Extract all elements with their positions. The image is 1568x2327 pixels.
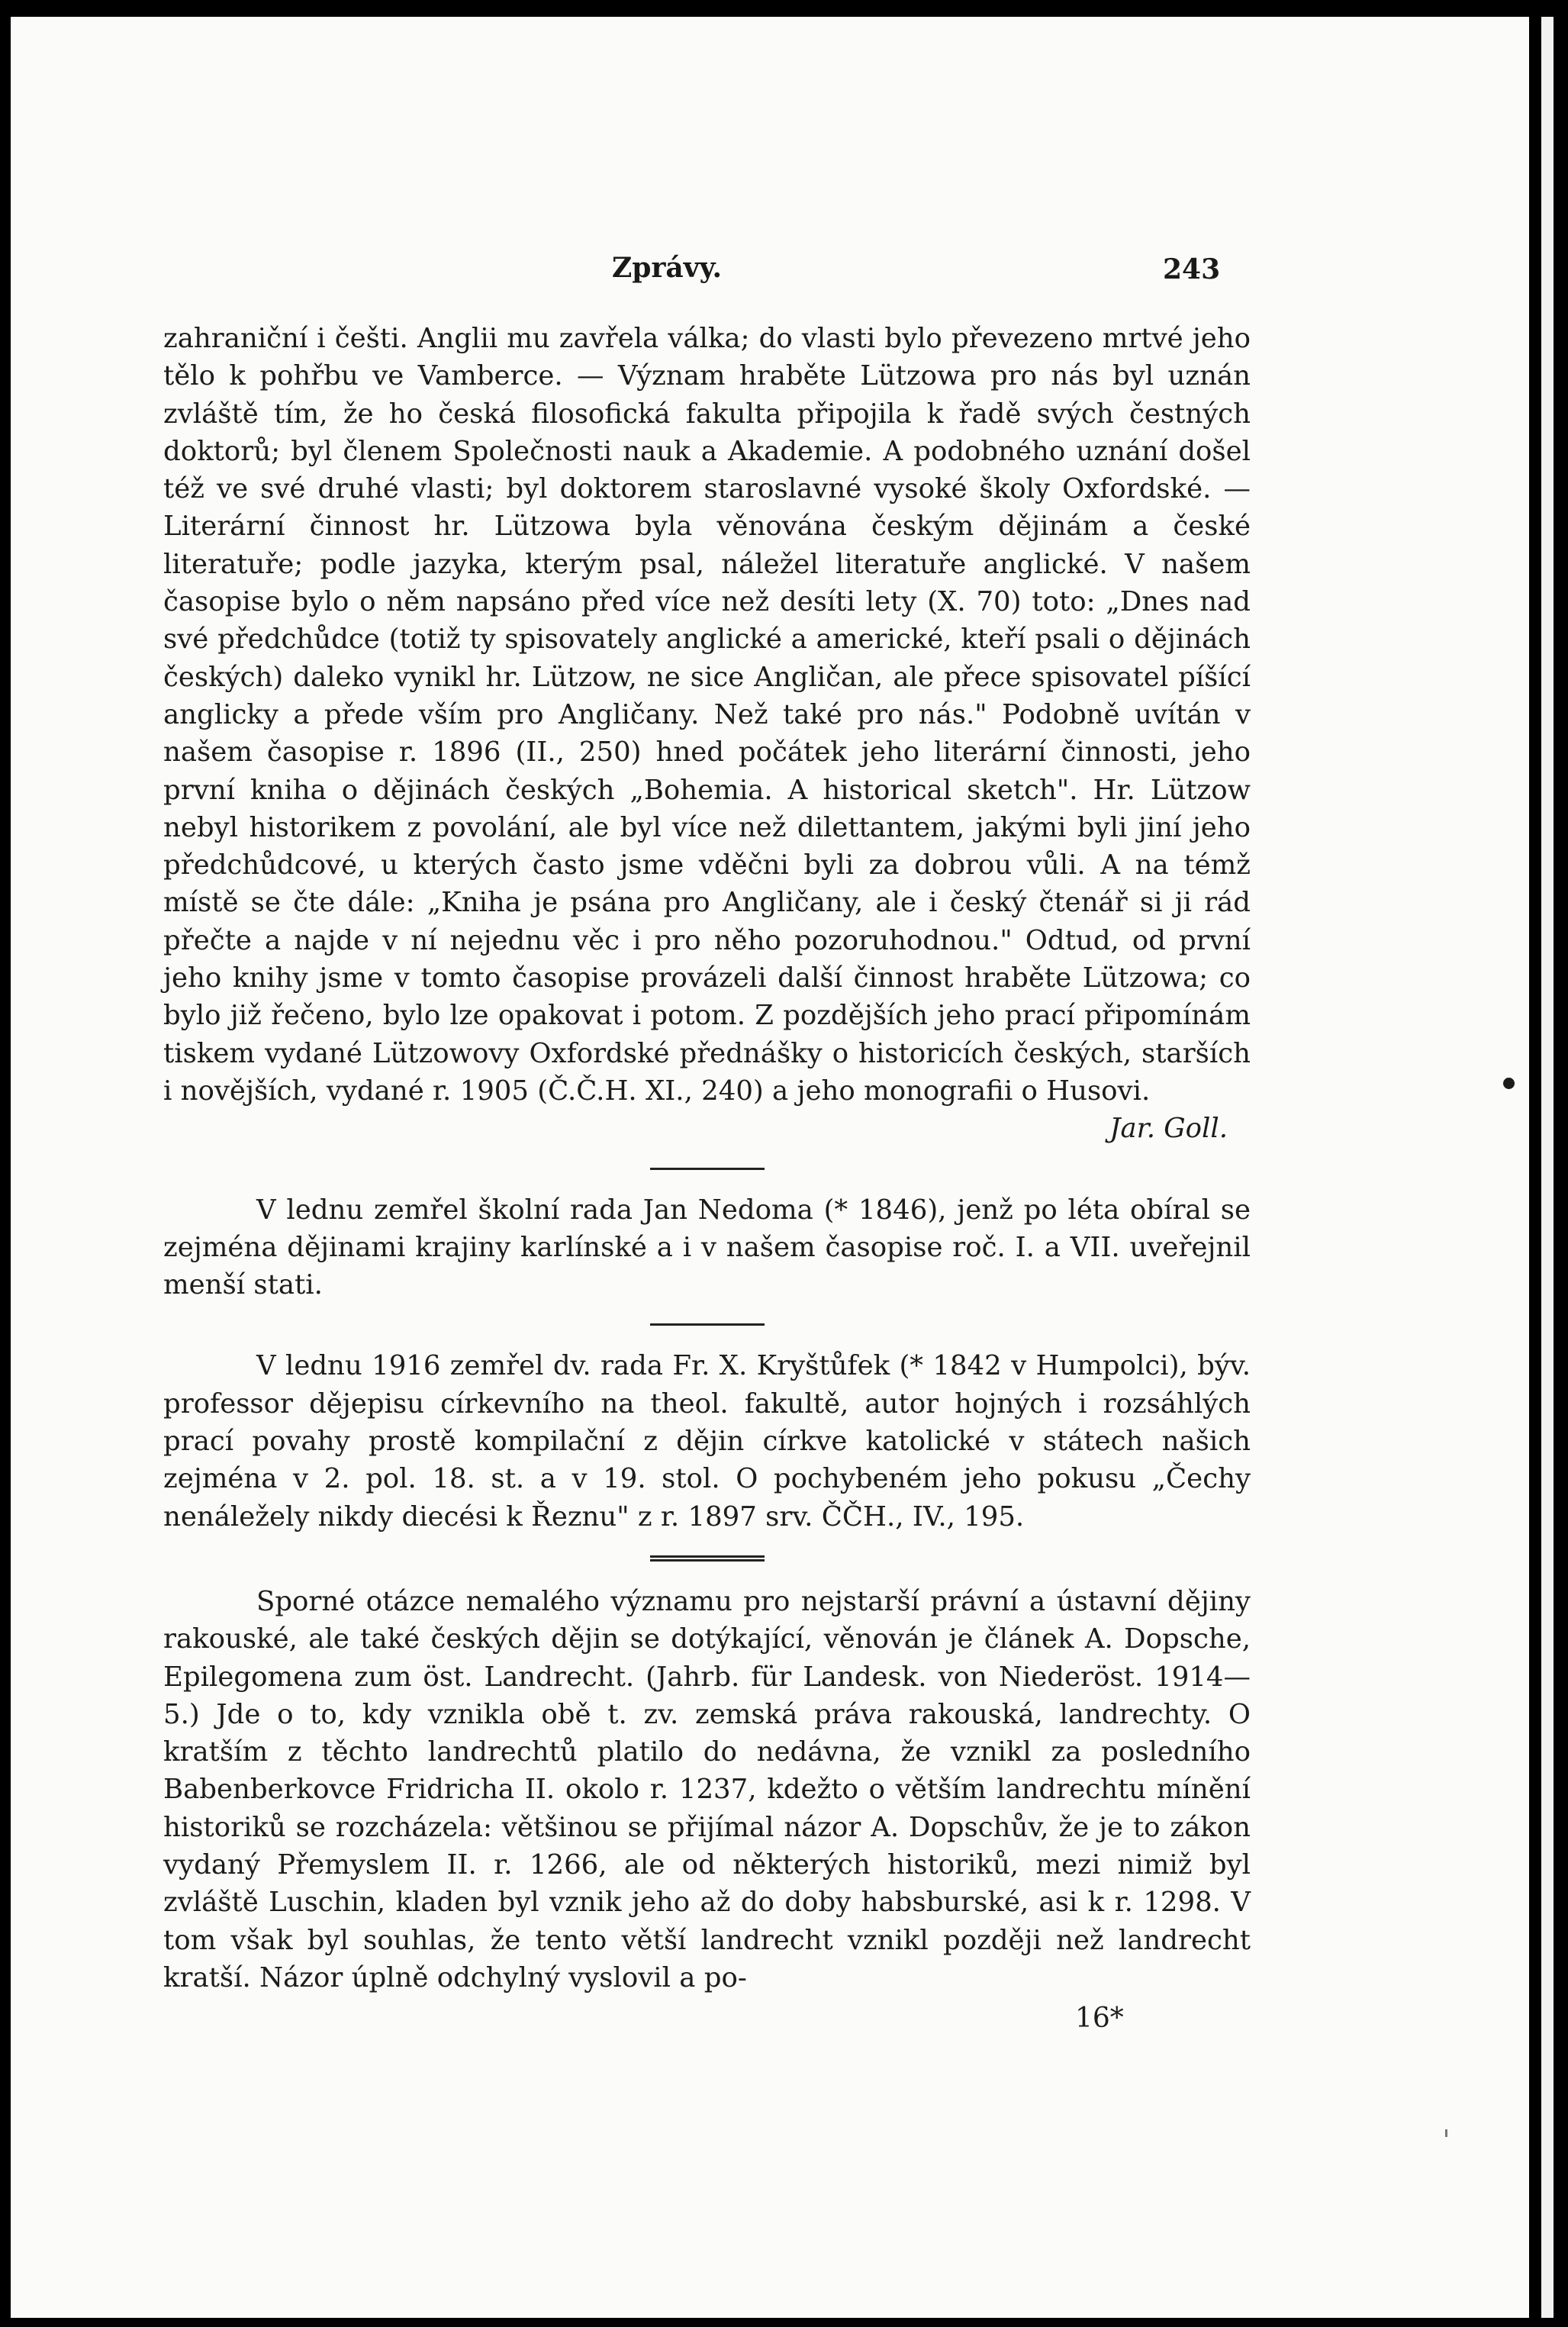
page-number: 243 bbox=[1163, 253, 1221, 285]
page-header bbox=[11, 246, 1529, 292]
section-divider-double bbox=[650, 1555, 765, 1562]
paragraph-nedoma: V lednu zemřel školní rada Jan Nedoma (* 1846), jenž po léta obíral se zejména dějinami krajiny karlínské a i v našem časopise roč. I. a VII. uveřejnil menší stati. bbox=[163, 1194, 1251, 1301]
paragraph-lutzow: zahraniční i češti. Anglii mu zavřela válka; do vlasti bylo převezeno mrtvé jeho tělo k pohřbu ve Vamberce. — Význam hraběte Lützowa pro nás byl uznán zvláště tím, že ho česká filosofická fakulta připojila k řadě svých čestných doktorů; byl členem Společnosti nauk a Akademie. A podobného uznání došel též ve své druhé vlasti; byl doktorem staroslavné vysoké školy Oxfordské. — Literární činnost hr. Lützowa byla věnována českým dějinám a české literatuře; podle jazyka, kterým psal, náležel literatuře anglické. V našem časopise bylo o něm napsáno před více než desíti lety (X. 70) toto: „Dnes nad své předchůdce (totiž ty spisovately anglické a americké, kteří psali o dějinách českých) daleko vynikl hr. Lützow, ne sice Angličan, ale přece spisovatel píšící anglicky a přede vším pro Angličany. Než také pro nás." Podobně uvítán v našem časopise r. 1896 (II., 250) hned počátek jeho literární činnosti, jeho první kniha o dějinách českých „Bohemia. A historical sketch". Hr. Lützow nebyl historikem z povolání, ale byl více než dilettantem, jakými byli jiní jeho předchůdcové, u kterých často jsme vděčni byli za dobrou vůli. A na témž místě se čte dále: „Kniha je psána pro Angličany, ale i český čtenář si ji rád přečte a najde v ní nejednu věc i pro něho pozoruhodnou." Odtud, od první jeho knihy jsme v tomto časopise provázeli další činnost hraběte Lützowa; co bylo již řečeno, bylo lze opakovat i potom. Z pozdějších jeho prací připomínám tiskem vydané Lützowovy Oxfordské přednášky o historicích českých, starších i novějších, vydané r. 1905 (Č.Č.H. XI., 240) a jeho monografii o Husovi. bbox=[163, 323, 1251, 1107]
author-signature: Jar. Goll. bbox=[1109, 1113, 1228, 1145]
printer-signature-mark: 16* bbox=[1075, 2003, 1124, 2034]
paragraph-dopsch: Sporné otázce nemalého významu pro nejstarší právní a ústavní dějiny rakouské, ale také českých dějin se dotýkající, věnován je článek A. Dopsche, Epilegomena zum öst. Landrecht. (Jahrb. für Landesk. von Niederöst. 1914—5.) Jde o to, kdy vznikla obě t. zv. zemská práva rakouská, landrechty. O kratším z těchto landrechtů platilo do nedávna, že vznikl za posledního Babenberkovce Fridricha II. okolo r. 1237, kdežto o větším landrechtu mínění historiků se rozcházela: většinou se přijímal názor A. Dopschův, že je to zákon vydaný Přemyslem II. r. 1266, ale od některých historiků, mezi nimiž byl zvláště Luschin, kladen byl vznik jeho až do doby habsburské, asi k r. 1298. V tom však byl souhlas, že tento větší landrecht vznikl později než landrecht kratší. Názor úplně odchylný vyslovil a po- bbox=[163, 1585, 1251, 1993]
margin-speck bbox=[1445, 2129, 1447, 2137]
margin-dot bbox=[1503, 1078, 1515, 1089]
page-content bbox=[163, 320, 1251, 1997]
section-divider bbox=[650, 1168, 765, 1170]
section-divider bbox=[650, 1323, 765, 1326]
book-page bbox=[11, 17, 1529, 2318]
running-title: Zprávy. bbox=[612, 252, 722, 284]
paragraph-krystufek: V lednu 1916 zemřel dv. rada Fr. X. Kryštůfek (* 1842 v Humpolci), býv. professor dějepisu církevního na theol. fakultě, autor hojných i rozsáhlých prací povahy prostě kompilační z dějin církve katolické v státech našich zejména v 2. pol. 18. st. a v 19. stol. O pochybeném jeho pokusu „Čechy nenáležely nikdy diecési k Řeznu" z r. 1897 srv. ČČH., IV., 195. bbox=[163, 1350, 1251, 1533]
scan-edge bbox=[1541, 17, 1554, 2318]
